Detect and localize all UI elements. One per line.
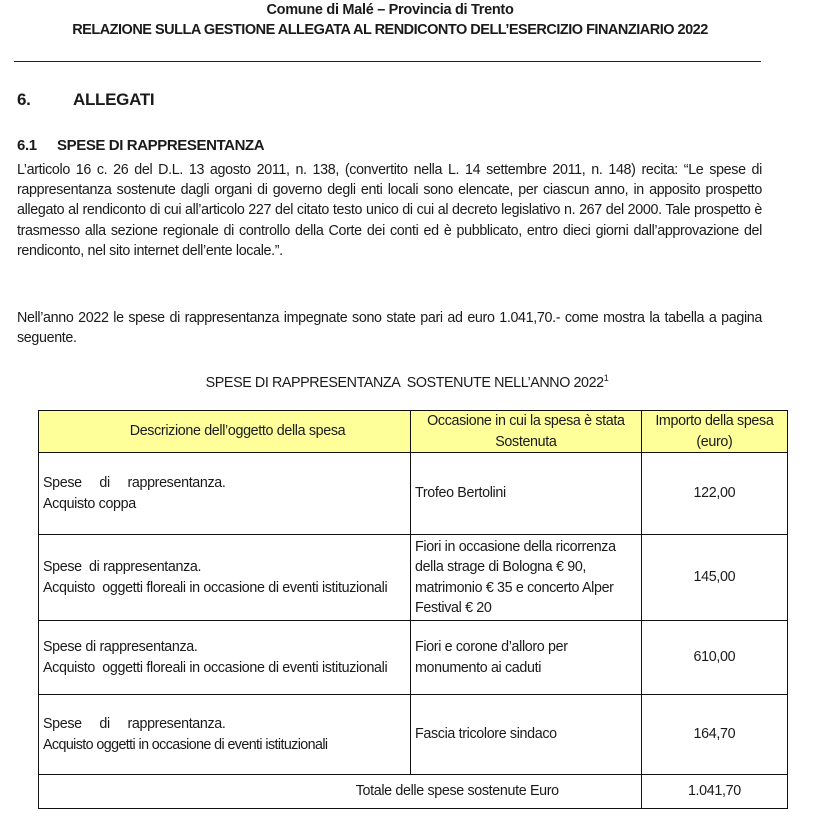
paragraph-legal-citation: L’articolo 16 c. 26 del D.L. 13 agosto 2011, n. 138, (convertito nella L. 14 settembre 2011, n. 148) recita: “Le spese di rappresentanza sostenute dagli organi di governo degli enti locali sono elencate, per ciascun anno, in apposito prospetto allegato al rendiconto di cui all’articolo 227 del citato testo unico di cui al decreto legislativo n. 267 del 2000. Tale prospetto è trasmesso alla sezione regionale di controllo della Corte dei conti ed è pubblicato, entro dieci giorni dall’approvazione del rendiconto, nel sito internet dell’ente locale.”. bbox=[17, 162, 762, 259]
table-header-row bbox=[39, 411, 788, 453]
total-value: 1.041,70 bbox=[641, 775, 787, 809]
table-total-row bbox=[39, 775, 788, 809]
column-header-description: Descrizione dell’oggetto della spesa bbox=[39, 411, 411, 453]
cell-description bbox=[39, 535, 411, 621]
description-line2: Acquisto coppa bbox=[43, 495, 136, 512]
section-number: 6. bbox=[17, 90, 31, 109]
column-header-occasion: Occasione in cui la spesa è stata Sostenuta bbox=[410, 411, 641, 453]
section-title: ALLEGATI bbox=[73, 90, 155, 109]
document-header-municipality: Comune di Malé – Provincia di Trento bbox=[266, 2, 514, 18]
cell-amount: 145,00 bbox=[641, 535, 787, 621]
section-heading bbox=[17, 90, 154, 110]
expenses-table bbox=[38, 410, 788, 809]
table-row bbox=[39, 535, 788, 621]
description-line2: Acquisto oggetti floreali in occasione di eventi istituzionali bbox=[43, 579, 388, 596]
subsection-number: 6.1 bbox=[17, 137, 37, 154]
description-line1: Spese di rappresentanza. bbox=[43, 559, 202, 576]
cell-amount: 164,70 bbox=[641, 695, 787, 775]
header-divider bbox=[14, 61, 761, 62]
cell-occasion: Trofeo Bertolini bbox=[410, 453, 641, 535]
description-line1: Spese di rappresentanza. bbox=[43, 475, 226, 492]
description-line2: Acquisto oggetti floreali in occasione di eventi istituzionali bbox=[43, 659, 388, 676]
table-row bbox=[39, 695, 788, 775]
table-caption-text: SPESE DI RAPPRESENTANZA SOSTENUTE NELL’ANNO 2022 bbox=[205, 374, 604, 391]
total-label: Totale delle spese sostenute Euro bbox=[39, 775, 642, 809]
cell-occasion: Fascia tricolore sindaco bbox=[410, 695, 641, 775]
subsection-title: SPESE DI RAPPRESENTANZA bbox=[57, 137, 265, 154]
document-header-title: RELAZIONE SULLA GESTIONE ALLEGATA AL RENDICONTO DELL’ESERCIZIO FINANZIARIO 2022 bbox=[72, 22, 708, 38]
description-line2: Acquisto oggetti in occasione di eventi istituzionali bbox=[43, 736, 328, 753]
table-row bbox=[39, 621, 788, 695]
cell-description bbox=[39, 621, 411, 695]
cell-occasion: Fiori in occasione della ricorrenza della strage di Bologna € 90, matrimonio € 35 e concerto Alper Festival € 20 bbox=[410, 535, 641, 621]
description-line1: Spese di rappresentanza. bbox=[43, 639, 198, 656]
column-header-amount: Importo della spesa (euro) bbox=[641, 411, 787, 453]
cell-description bbox=[39, 453, 411, 535]
cell-amount: 122,00 bbox=[641, 453, 787, 535]
subsection-heading bbox=[17, 137, 264, 154]
description-line1: Spese di rappresentanza. bbox=[43, 716, 226, 733]
table-caption bbox=[0, 373, 814, 391]
cell-amount: 610,00 bbox=[641, 621, 787, 695]
table-row bbox=[39, 453, 788, 535]
paragraph-total-summary: Nell’anno 2022 le spese di rappresentanza impegnate sono state pari ad euro 1.041,70.- come mostra la tabella a pagina seguente. bbox=[17, 310, 762, 347]
cell-description bbox=[39, 695, 411, 775]
cell-occasion: Fiori e corone d’alloro per monumento ai caduti bbox=[410, 621, 641, 695]
footnote-marker: 1 bbox=[603, 373, 609, 383]
